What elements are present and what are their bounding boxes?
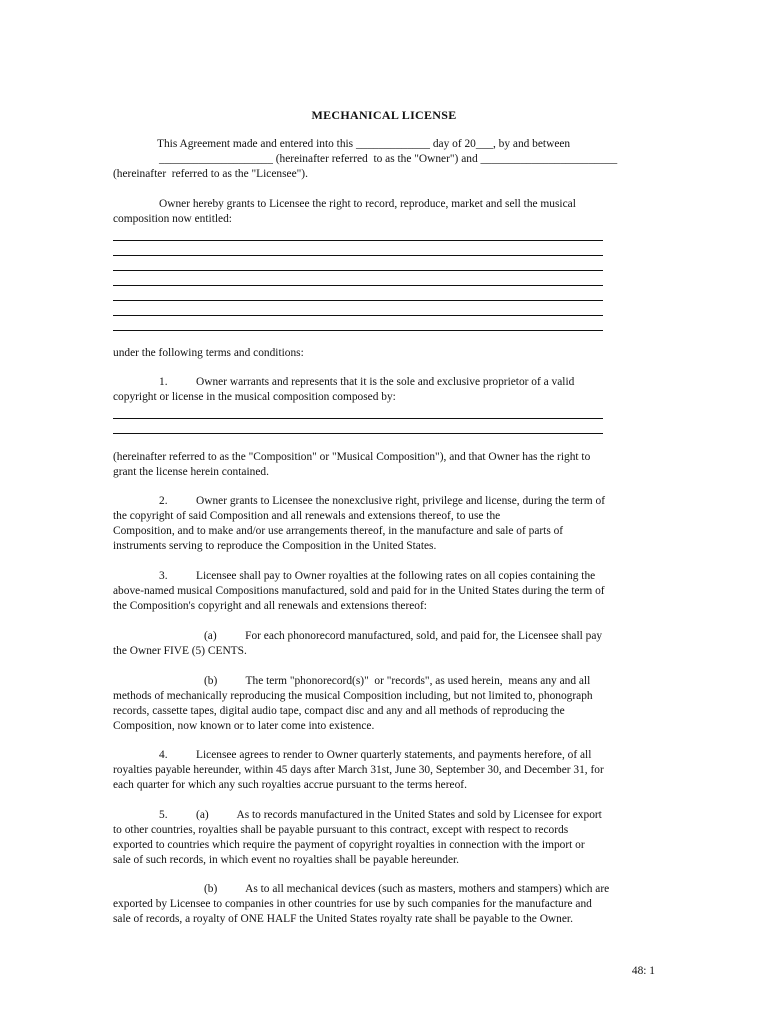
clause-1-line: 1. Owner warrants and represents that it is the sole and exclusive proprietor of a valid	[159, 376, 575, 388]
clause-2-line: instruments serving to reproduce the Composition in the United States.	[113, 540, 437, 552]
clause-2-line: the copyright of said Composition and all renewals and extensions thereof, to use the	[113, 510, 501, 522]
clause-2	[113, 494, 658, 554]
clause-5b	[113, 882, 658, 927]
composition-title-blank	[113, 255, 603, 256]
clause-3-line: 3. Licensee shall pay to Owner royalties at the following rates on all copies containing the	[159, 570, 596, 582]
clause-3b-line: (b) The term "phonorecord(s)" or "records", as used herein, means any and all	[204, 675, 591, 687]
composition-title-blank	[113, 330, 603, 331]
clause-4	[113, 748, 658, 793]
intro-line: (hereinafter referred to as the "Licensee").	[113, 168, 308, 180]
clause-3-line: above-named musical Compositions manufactured, sold and paid for in the United States during the term of	[113, 585, 605, 597]
composition-title-blank	[113, 315, 603, 316]
composition-title-blank	[113, 270, 603, 271]
document-title: MECHANICAL LICENSE	[311, 108, 457, 122]
clause-5a	[113, 808, 658, 868]
clause-4-line: 4. Licensee agrees to render to Owner quarterly statements, and payments herefore, of all	[159, 749, 592, 761]
clause-3b	[113, 674, 658, 734]
clause-2-line: 2. Owner grants to Licensee the nonexclusive right, privilege and license, during the term of	[159, 495, 606, 507]
clause-1-continued	[113, 450, 658, 480]
page-number: 48: 1	[631, 965, 655, 977]
terms-intro-line: under the following terms and conditions:	[113, 347, 304, 359]
clause-3b-line: methods of mechanically reproducing the musical Composition including, but not limited to, phonograph	[113, 690, 593, 702]
clause-2-line: Composition, and to make and/or use arrangements thereof, in the manufacture and sale of parts of	[113, 525, 564, 537]
clause-5b-line: exported by Licensee to companies in other countries for use by such companies for the manufacture and	[113, 898, 592, 910]
intro-paragraph	[113, 137, 658, 182]
clause-5a-line: 5. (a) As to records manufactured in the United States and sold by Licensee for export	[159, 809, 602, 821]
clause-1	[113, 375, 658, 405]
composer-blank	[113, 433, 603, 434]
clause-3b-line: Composition, now known or to later come into existence.	[113, 720, 375, 732]
clause-5b-line: (b) As to all mechanical devices (such as masters, mothers and stampers) which are	[204, 883, 610, 895]
clause-5a-line: sale of such records, in which event no royalties shall be payable hereunder.	[113, 854, 460, 866]
composition-title-blank	[113, 285, 603, 286]
grant-line: composition now entitled:	[113, 213, 232, 225]
grant-paragraph	[113, 197, 658, 227]
terms-intro	[113, 346, 658, 361]
clause-3-line: the Composition's copyright and all renewals and extensions thereof:	[113, 600, 427, 612]
clause-3a-line: (a) For each phonorecord manufactured, sold, and paid for, the Licensee shall pay	[204, 630, 603, 642]
grant-line: Owner hereby grants to Licensee the right to record, reproduce, market and sell the musical	[159, 198, 576, 210]
intro-line: This Agreement made and entered into this _____________ day of 20___, by and between	[157, 138, 571, 150]
composition-title-blank	[113, 300, 603, 301]
clause-4-line: royalties payable hereunder, within 45 days after March 31st, June 30, September 30, and December 31, for	[113, 764, 604, 776]
clause-5a-line: exported to countries which require the payment of copyright royalties in connection with the import or	[113, 839, 585, 851]
clause-3a-line: the Owner FIVE (5) CENTS.	[113, 645, 247, 657]
intro-line: ____________________ (hereinafter referred to as the "Owner") and ________________________	[159, 153, 618, 165]
clause-1-cont-line: grant the license herein contained.	[113, 466, 269, 478]
composition-title-blank	[113, 240, 603, 241]
composer-blank	[113, 418, 603, 419]
clause-3a	[113, 629, 658, 659]
clause-1-cont-line: (hereinafter referred to as the "Composition" or "Musical Composition"), and that Owner has the right to	[113, 451, 591, 463]
clause-3	[113, 569, 658, 614]
clause-5b-line: sale of records, a royalty of ONE HALF the United States royalty rate shall be payable to the Owner.	[113, 913, 573, 925]
clause-3b-line: records, cassette tapes, digital audio tape, compact disc and any and all methods of reproducing the	[113, 705, 565, 717]
clause-1-line: copyright or license in the musical composition composed by:	[113, 391, 396, 403]
clause-4-line: each quarter for which any such royalties accrue pursuant to the terms hereof.	[113, 779, 467, 791]
clause-5a-line: to other countries, royalties shall be payable pursuant to this contract, except with respect to records	[113, 824, 569, 836]
